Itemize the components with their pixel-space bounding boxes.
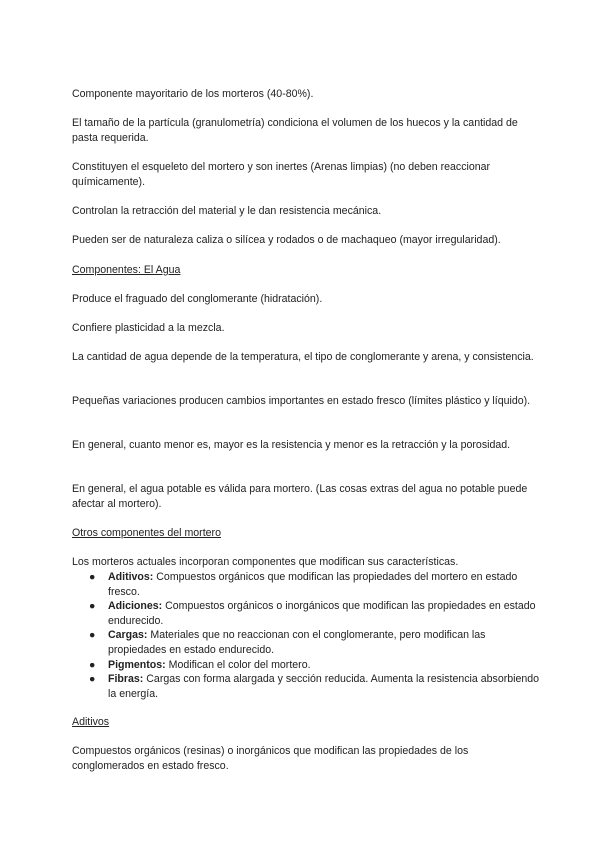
paragraph: En general, el agua potable es válida para mortero. (Las cosas extras del agua no potable puede afectar al mortero). xyxy=(72,483,528,510)
section-heading-water: Componentes: El Agua xyxy=(72,264,181,276)
paragraph: El tamaño de la partícula (granulometría) condiciona el volumen de los huecos y la cantidad de pasta requerida. xyxy=(72,117,518,144)
paragraph: Confiere plasticidad a la mezcla. xyxy=(72,322,225,334)
paragraph: Componente mayoritario de los morteros (40-80%). xyxy=(72,88,314,100)
list-item-term: Pigmentos: xyxy=(108,658,166,671)
bullet-icon: ● xyxy=(89,600,96,613)
list-item xyxy=(72,658,540,673)
bullet-icon: ● xyxy=(89,658,96,671)
section-heading-additives: Aditivos xyxy=(72,716,110,728)
section-heading-other-components: Otros componentes del mortero xyxy=(72,527,221,539)
list-item-description: Modifican el color del mortero. xyxy=(165,658,311,671)
paragraph: Constituyen el esqueleto del mortero y son inertes (Arenas limpias) (no deben reaccionar químicamente). xyxy=(72,161,491,188)
list-item-term: Aditivos: xyxy=(108,571,154,583)
bullet-icon: ● xyxy=(89,571,96,583)
list-item xyxy=(72,599,540,628)
list-item-term: Fibras: xyxy=(108,673,144,686)
paragraph: La cantidad de agua depende de la temperatura, el tipo de conglomerante y arena, y consistencia. xyxy=(72,351,534,363)
list-item-description: Compuestos orgánicos o inorgánicos que modifican las propiedades en estado endurecido. xyxy=(108,600,536,627)
list-item-description: Cargas con forma alargada y sección reducida. Aumenta la resistencia absorbiendo la energía. xyxy=(108,673,540,700)
paragraph: En general, cuanto menor es, mayor es la resistencia y menor es la retracción y la porosidad. xyxy=(72,439,511,451)
list-item-term: Adiciones: xyxy=(108,600,163,613)
list-item-description: Materiales que no reaccionan con el conglomerante, pero modifican las propiedades en estado endurecido. xyxy=(108,629,486,656)
paragraph: Produce el fraguado del conglomerante (hidratación). xyxy=(72,293,323,305)
paragraph: Pequeñas variaciones producen cambios importantes en estado fresco (límites plástico y líquido). xyxy=(72,395,531,407)
paragraph: Pueden ser de naturaleza caliza o silícea y rodados o de machaqueo (mayor irregularidad). xyxy=(72,234,501,246)
list-item xyxy=(72,628,540,657)
components-list xyxy=(72,570,540,701)
paragraph: Compuestos orgánicos (resinas) o inorgánicos que modifican las propiedades de los conglomerados en estado fresco. xyxy=(72,745,469,772)
list-item xyxy=(72,570,540,599)
paragraph: Controlan la retracción del material y le dan resistencia mecánica. xyxy=(72,205,382,217)
list-item-term: Cargas: xyxy=(108,629,148,642)
paragraph: Los morteros actuales incorporan componentes que modifican sus características. xyxy=(72,556,459,568)
list-item-description: Compuestos orgánicos que modifican las propiedades del mortero en estado fresco. xyxy=(108,571,518,598)
bullet-icon: ● xyxy=(89,673,96,686)
bullet-icon: ● xyxy=(89,629,96,642)
list-item xyxy=(72,672,540,701)
